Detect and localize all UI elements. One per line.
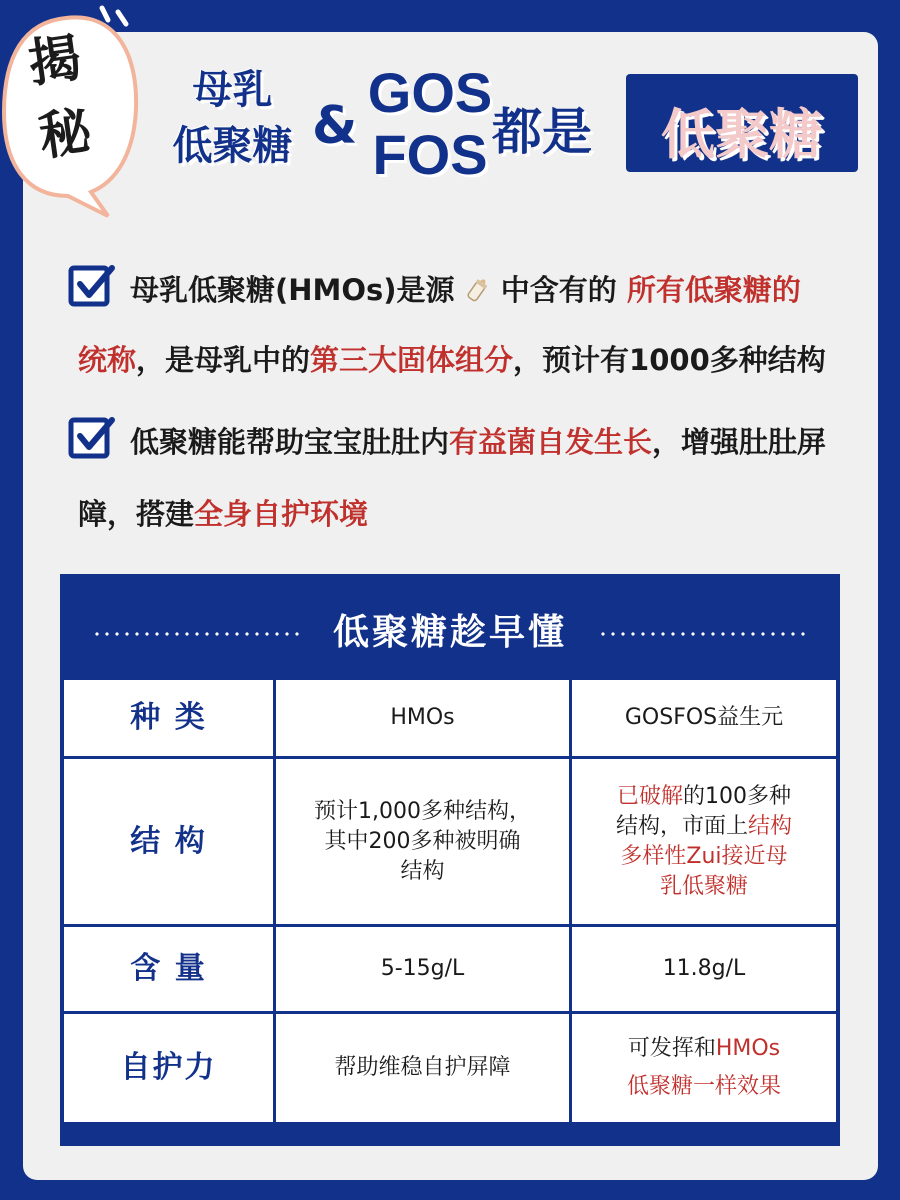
point-2-text-a: 低聚糖能帮助宝宝肚肚内: [130, 425, 450, 459]
structure-gos-highlight-3: 多样性Zui接近母: [620, 843, 788, 869]
point-1-text-c: ，是母乳中的: [136, 343, 311, 377]
point-2-text-b: ，增强肚肚屏: [652, 425, 827, 459]
structure-gos-text-2: 结构，市面上: [615, 813, 748, 839]
headline-gos-fos: [365, 62, 495, 186]
point-2-line-1: [130, 420, 826, 461]
structure-gos-text-1: 的100多种: [683, 783, 791, 809]
point-1-line-1: [130, 268, 801, 309]
dotted-divider-right: [598, 632, 808, 636]
row-head-content: 含 量: [64, 927, 273, 1011]
headline-tag-text: 低聚糖: [661, 103, 823, 166]
cell-protection-gos: [572, 1014, 836, 1122]
row-head-protection: 自护力: [64, 1014, 273, 1122]
structure-gos-line-2: [616, 812, 792, 842]
badge-line-1: 揭: [24, 28, 85, 95]
structure-hmo-line-1: 预计1,000多种结构，: [314, 798, 531, 824]
headline-ampersand: &: [312, 96, 358, 156]
headline-fos: FOS: [372, 123, 488, 186]
protection-gos-highlight-2: 低聚糖一样效果: [626, 1074, 781, 1099]
row-head-structure: 结 构: [64, 759, 273, 924]
protection-gos-line-1: [627, 1030, 781, 1068]
point-2-highlight-b: 全身自护环境: [194, 497, 369, 531]
cell-protection-hmo: 帮助维稳自护屏障: [276, 1014, 569, 1122]
cell-structure-gos: [572, 759, 836, 924]
point-1-text-b: 中含有的: [500, 273, 617, 307]
point-2-text-c: 障，搭建: [78, 497, 195, 531]
headline-tag: [626, 74, 858, 172]
baby-bottle-icon: [465, 274, 491, 304]
point-1-text-d: ，预计有1000多种结构: [513, 343, 826, 377]
comparison-table: [60, 574, 840, 1146]
structure-hmo-line-2: 其中200多种被明确: [324, 828, 521, 854]
point-1-highlight-a: 所有低聚糖的: [626, 273, 801, 307]
row-head-type: 种 类: [64, 680, 273, 756]
protection-gos-highlight-1: HMOs: [715, 1036, 781, 1061]
cell-content-gos: 11.8g/L: [572, 927, 836, 1011]
cell-structure-hmo: [276, 759, 569, 924]
point-1-highlight-b: 统称: [78, 343, 137, 377]
checkbox-icon: [68, 262, 116, 308]
cell-type-hmo: HMOs: [276, 680, 569, 756]
structure-hmo-line-3: 结构: [400, 858, 445, 884]
structure-gos-highlight-1: 已破解: [616, 783, 683, 809]
protection-gos-text: 可发挥和: [627, 1036, 716, 1061]
point-1-line-2: [78, 338, 826, 379]
structure-gos-line-1: [616, 782, 792, 812]
cell-content-hmo: 5-15g/L: [276, 927, 569, 1011]
cell-type-gos: GOSFOS益生元: [572, 680, 836, 756]
point-1-text-a: 母乳低聚糖(HMOs)是源: [130, 273, 455, 307]
badge-line-2: 秘: [35, 101, 96, 168]
headline-breastmilk-oligosaccharide: [150, 62, 315, 174]
headline-left-line-1: 母乳: [192, 67, 273, 113]
structure-gos-highlight-2: 结构: [748, 813, 793, 839]
point-2-highlight-a: 有益菌自发生长: [449, 425, 653, 459]
table-header: [60, 574, 840, 680]
point-2-line-2: [78, 492, 368, 533]
reveal-badge: [0, 4, 146, 219]
headline-left-line-2: 低聚糖: [172, 123, 293, 169]
headline-gos: GOS: [367, 61, 493, 124]
point-1-highlight-c: 第三大固体组分: [310, 343, 514, 377]
headline-are: 都是: [492, 103, 592, 161]
checkbox-icon: [68, 414, 116, 460]
structure-gos-highlight-4: 乳低聚糖: [659, 873, 748, 899]
table-title: 低聚糖趁早懂: [332, 612, 567, 653]
